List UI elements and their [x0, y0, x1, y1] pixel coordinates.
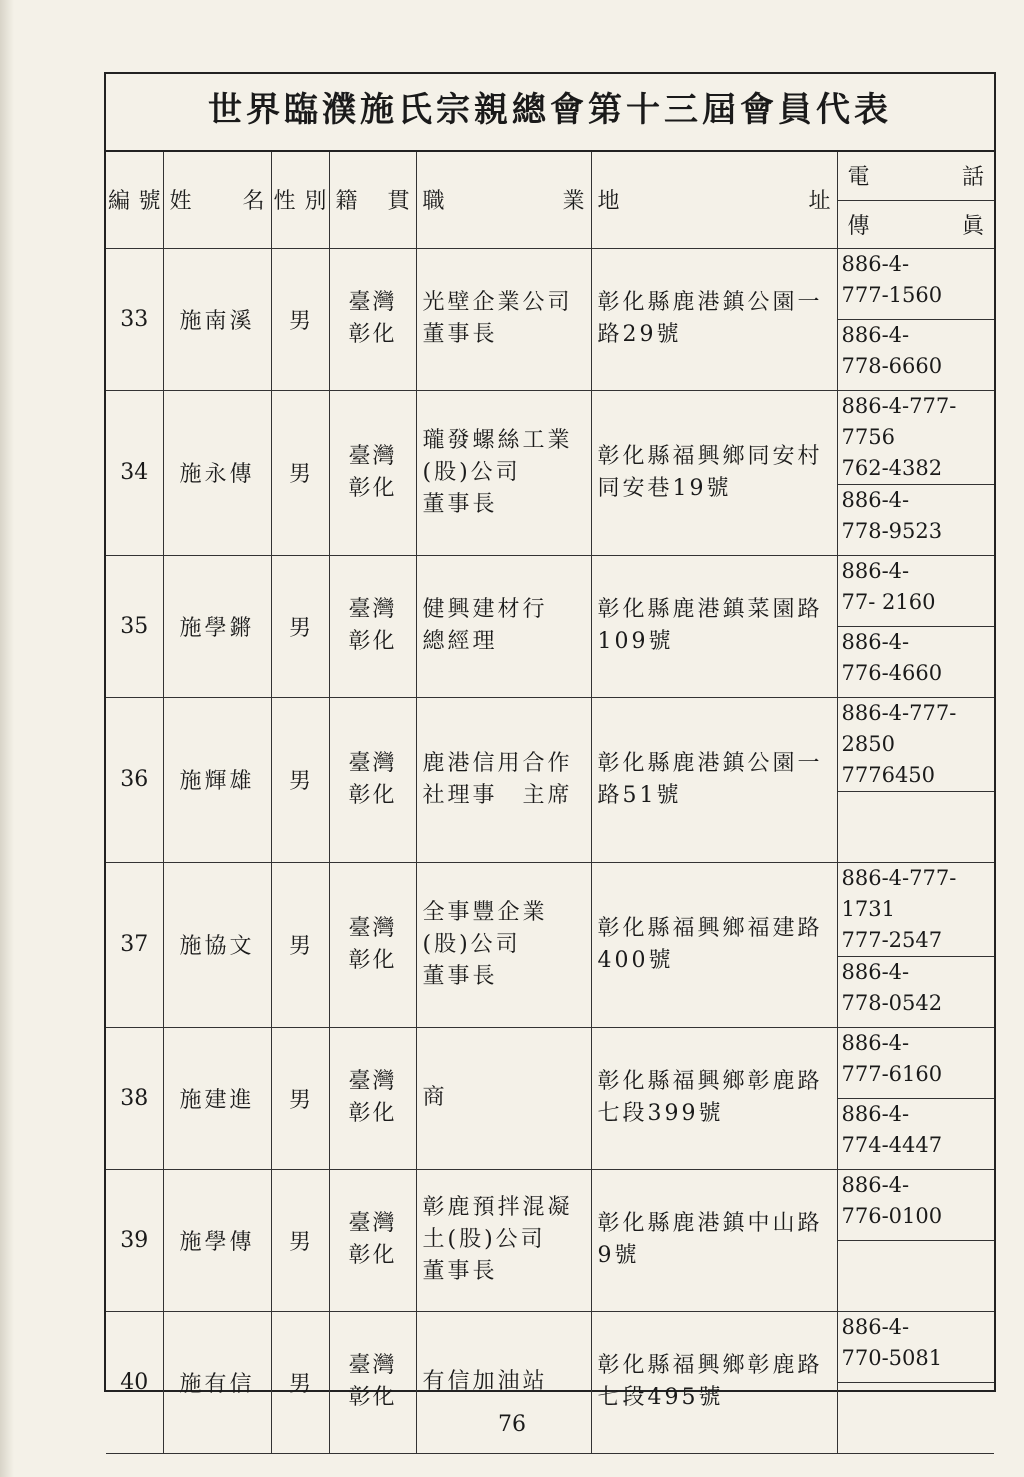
member-name: 施協文	[163, 862, 271, 1027]
member-sex: 男	[271, 697, 329, 862]
member-job: 瓏發螺絲工業 (股)公司 董事長	[416, 390, 591, 555]
book-binding-shadow	[0, 0, 14, 1477]
page-number: 76	[498, 1412, 526, 1437]
header-job: 職 業	[416, 152, 591, 248]
member-table-frame	[104, 72, 996, 1410]
member-table	[106, 152, 994, 1454]
member-origin: 臺灣 彰化	[329, 390, 416, 555]
member-name: 施學傳	[163, 1169, 271, 1311]
header-row	[106, 152, 994, 200]
member-address: 彰化縣福興鄉同安村 同安巷19號	[591, 390, 837, 555]
header-no: 編號	[106, 152, 163, 248]
member-sex: 男	[271, 862, 329, 1027]
member-address: 彰化縣鹿港鎮中山路 9號	[591, 1169, 837, 1311]
member-fax	[837, 1240, 994, 1311]
member-sex: 男	[271, 555, 329, 697]
member-name: 施建進	[163, 1027, 271, 1169]
member-name: 施南溪	[163, 248, 271, 390]
member-address: 彰化縣鹿港鎮菜園路 109號	[591, 555, 837, 697]
table-row	[106, 555, 994, 626]
member-address: 彰化縣鹿港鎮公園一 路51號	[591, 697, 837, 862]
header-sex: 性別	[271, 152, 329, 248]
member-phone: 886-4- 770-5081	[837, 1311, 994, 1382]
member-name: 施永傳	[163, 390, 271, 555]
member-sex: 男	[271, 1169, 329, 1311]
header-address: 地 址	[591, 152, 837, 248]
member-fax: 886-4- 778-9523	[837, 484, 994, 555]
member-job: 光壁企業公司 董事長	[416, 248, 591, 390]
header-fax: 傳 眞	[837, 200, 994, 248]
table-row	[106, 862, 994, 956]
member-number: 39	[106, 1169, 163, 1311]
member-number: 37	[106, 862, 163, 1027]
header-name: 姓 名	[163, 152, 271, 248]
member-name: 施輝雄	[163, 697, 271, 862]
member-sex: 男	[271, 1311, 329, 1453]
member-number: 36	[106, 697, 163, 862]
page-title: 世界臨濮施氏宗親總會第十三屆會員代表	[106, 74, 994, 152]
member-fax: 886-4- 778-6660	[837, 319, 994, 390]
member-phone: 886-4- 777-6160	[837, 1027, 994, 1098]
member-sex: 男	[271, 390, 329, 555]
member-sex: 男	[271, 248, 329, 390]
member-phone: 886-4-777-2850 7776450	[837, 697, 994, 791]
member-job: 彰鹿預拌混凝 土(股)公司 董事長	[416, 1169, 591, 1311]
member-phone: 886-4-777-1731 777-2547	[837, 862, 994, 956]
member-number: 35	[106, 555, 163, 697]
member-address: 彰化縣鹿港鎮公園一 路29號	[591, 248, 837, 390]
member-number: 33	[106, 248, 163, 390]
table-row	[106, 390, 994, 484]
member-job: 商	[416, 1027, 591, 1169]
member-fax: 886-4- 778-0542	[837, 956, 994, 1027]
table-row	[106, 1169, 994, 1240]
member-name: 施學鏘	[163, 555, 271, 697]
header-phone: 電 話	[837, 152, 994, 200]
member-fax: 886-4- 774-4447	[837, 1098, 994, 1169]
table-row	[106, 697, 994, 791]
table-row	[106, 248, 994, 319]
member-sex: 男	[271, 1027, 329, 1169]
member-origin: 臺灣 彰化	[329, 697, 416, 862]
member-name: 施有信	[163, 1311, 271, 1453]
member-job: 鹿港信用合作 社理事 主席	[416, 697, 591, 862]
member-rows	[106, 248, 994, 1453]
member-origin: 臺灣 彰化	[329, 1311, 416, 1453]
member-job: 全事豐企業 (股)公司 董事長	[416, 862, 591, 1027]
member-fax	[837, 791, 994, 862]
table-row	[106, 1311, 994, 1382]
member-number: 38	[106, 1027, 163, 1169]
member-fax: 886-4- 776-4660	[837, 626, 994, 697]
member-phone: 886-4-777-7756 762-4382	[837, 390, 994, 484]
member-address: 彰化縣福興鄉彰鹿路 七段495號	[591, 1311, 837, 1453]
member-address: 彰化縣福興鄉彰鹿路 七段399號	[591, 1027, 837, 1169]
member-number: 40	[106, 1311, 163, 1453]
header-origin: 籍 貫	[329, 152, 416, 248]
member-origin: 臺灣 彰化	[329, 1169, 416, 1311]
member-job: 有信加油站	[416, 1311, 591, 1453]
member-origin: 臺灣 彰化	[329, 862, 416, 1027]
member-origin: 臺灣 彰化	[329, 555, 416, 697]
member-phone: 886-4- 77- 2160	[837, 555, 994, 626]
table-row	[106, 1027, 994, 1098]
member-origin: 臺灣 彰化	[329, 248, 416, 390]
member-job: 健興建材行 總經理	[416, 555, 591, 697]
member-phone: 886-4- 776-0100	[837, 1169, 994, 1240]
member-phone: 886-4- 777-1560	[837, 248, 994, 319]
member-origin: 臺灣 彰化	[329, 1027, 416, 1169]
member-address: 彰化縣福興鄉福建路 400號	[591, 862, 837, 1027]
member-number: 34	[106, 390, 163, 555]
